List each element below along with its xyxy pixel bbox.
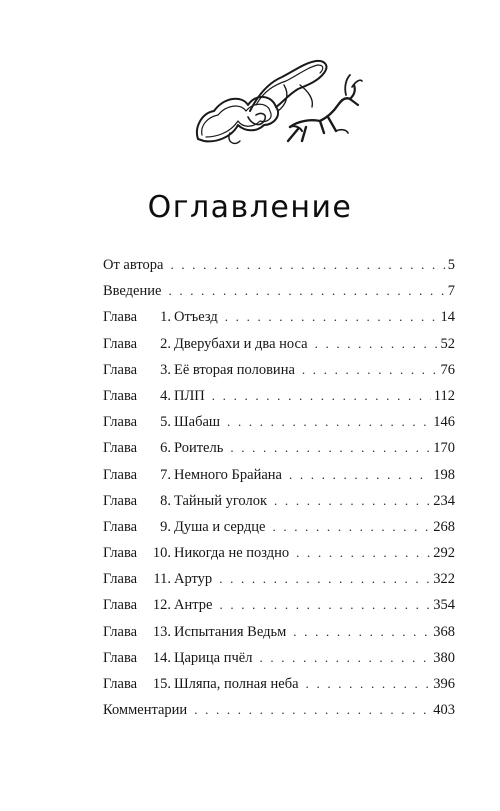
toc-entry-page: 52	[440, 335, 455, 352]
toc-entry-prefix: Глава	[103, 387, 138, 404]
toc-entry-page: 322	[433, 571, 455, 588]
toc-entry-page: 7	[447, 283, 455, 300]
toc-dot-leader	[289, 624, 430, 640]
toc-entry-title: Роитель	[174, 440, 224, 457]
toc-entry[interactable]	[103, 545, 455, 571]
toc-entry-number: 5.	[160, 414, 171, 431]
toc-entry-page: 380	[433, 649, 455, 666]
toc-entry-prefix: Глава	[103, 492, 138, 509]
toc-entry-prefix: Глава	[103, 623, 138, 640]
toc-entry[interactable]	[103, 440, 455, 466]
toc-entry[interactable]	[103, 414, 455, 440]
toc-entry[interactable]	[103, 624, 455, 650]
toc-entry[interactable]	[103, 467, 455, 493]
toc-entry-page: 112	[433, 387, 455, 404]
toc-dot-leader	[223, 414, 430, 430]
toc-entry-number: 7.	[160, 466, 171, 483]
toc-dot-leader	[208, 388, 431, 404]
toc-entry[interactable]	[103, 388, 455, 414]
toc-entry[interactable]	[103, 519, 455, 545]
toc-entry-page: 368	[433, 623, 455, 640]
toc-entry[interactable]	[103, 362, 455, 388]
toc-dot-leader	[164, 283, 444, 299]
toc-entry-page: 403	[433, 702, 455, 719]
toc-entry-title: От автора	[103, 257, 164, 273]
toc-entry-prefix: Глава	[103, 518, 138, 535]
toc-entry-title: Душа и сердце	[174, 518, 266, 535]
toc-entry-number: 8.	[160, 492, 171, 509]
toc-entry-number: 10.	[152, 545, 171, 562]
toc-dot-leader	[166, 257, 444, 273]
toc-entry-page: 170	[433, 440, 455, 457]
toc-entry-prefix: Глава	[103, 335, 138, 352]
toc-entry-prefix: Глава	[103, 440, 138, 457]
page-title: Оглавление	[147, 190, 353, 225]
toc-entry-page: 146	[433, 414, 455, 431]
toc-dot-leader	[298, 362, 438, 378]
toc-entry-number: 14.	[152, 649, 171, 666]
toc-entry-title: Никогда не поздно	[174, 545, 290, 562]
toc-entry[interactable]	[103, 702, 455, 728]
toc-entry-title: Царица пчёл	[174, 649, 253, 666]
toc-entry-title: Испытания Ведьм	[174, 623, 287, 640]
toc-entry-page: 198	[433, 466, 455, 483]
toc-entry-title: Комментарии	[103, 702, 188, 719]
toc-entry[interactable]	[103, 597, 455, 623]
toc-entry[interactable]	[103, 650, 455, 676]
toc-entry-number: 15.	[152, 676, 171, 692]
toc-entry-number: 12.	[152, 597, 171, 614]
toc-dot-leader	[311, 336, 438, 352]
toc-entry-prefix: Глава	[103, 466, 138, 483]
toc-dot-leader	[221, 309, 438, 325]
toc-entry-title: Антре	[174, 597, 213, 614]
toc-entry-number: 4.	[160, 387, 171, 404]
table-of-contents	[103, 257, 455, 728]
toc-entry-title: Отъезд	[174, 309, 218, 326]
toc-entry[interactable]	[103, 676, 455, 702]
toc-entry-title: ПЛП	[174, 387, 205, 404]
toc-dot-leader	[190, 702, 430, 718]
toc-entry-number: 6.	[160, 440, 171, 457]
toc-dot-leader	[215, 597, 430, 613]
toc-entry-prefix: Глава	[103, 597, 138, 614]
toc-entry-prefix: Глава	[103, 361, 138, 378]
toc-entry-prefix: Глава	[103, 649, 138, 666]
toc-dot-leader	[215, 571, 430, 587]
ornament-illustration	[190, 55, 365, 150]
toc-entry[interactable]	[103, 309, 455, 335]
toc-entry-number: 13.	[152, 623, 171, 640]
toc-entry-page: 268	[433, 518, 455, 535]
toc-entry[interactable]	[103, 493, 455, 519]
toc-entry-number: 1.	[160, 309, 171, 326]
toc-dot-leader	[255, 650, 430, 666]
toc-entry-prefix: Глава	[103, 309, 138, 326]
toc-dot-leader	[302, 676, 431, 692]
toc-dot-leader	[268, 519, 430, 535]
toc-entry-number: 2.	[160, 335, 171, 352]
toc-entry[interactable]	[103, 257, 455, 283]
toc-entry-title: Шабаш	[174, 414, 221, 431]
toc-entry-page: 354	[433, 597, 455, 614]
toc-entry-title: Её вторая половина	[174, 361, 295, 378]
toc-entry-page: 5	[447, 257, 455, 273]
toc-entry[interactable]	[103, 283, 455, 309]
toc-dot-leader	[285, 467, 430, 483]
toc-entry-page: 396	[433, 676, 455, 692]
toc-dot-leader	[292, 545, 430, 561]
toc-entry-prefix: Глава	[103, 414, 138, 431]
toc-entry-page: 234	[433, 492, 455, 509]
toc-entry[interactable]	[103, 336, 455, 362]
toc-entry-prefix: Глава	[103, 545, 138, 562]
toc-entry-prefix: Глава	[103, 676, 138, 692]
toc-dot-leader	[226, 440, 430, 456]
toc-entry-title: Артур	[174, 571, 213, 588]
toc-entry-number: 9.	[160, 518, 171, 535]
toc-entry-prefix: Глава	[103, 571, 138, 588]
toc-entry-number: 11.	[153, 571, 171, 588]
toc-dot-leader	[270, 493, 430, 509]
toc-entry-number: 3.	[160, 361, 171, 378]
toc-entry-title: Немного Брайана	[174, 466, 282, 483]
toc-entry-title: Тайный уголок	[174, 492, 268, 509]
toc-entry-title: Дверубахи и два носа	[174, 335, 308, 352]
toc-entry[interactable]	[103, 571, 455, 597]
toc-entry-page: 76	[440, 361, 455, 378]
toc-entry-title: Введение	[103, 283, 162, 300]
toc-entry-page: 14	[440, 309, 455, 326]
toc-entry-title: Шляпа, полная неба	[174, 676, 299, 692]
toc-entry-page: 292	[433, 545, 455, 562]
